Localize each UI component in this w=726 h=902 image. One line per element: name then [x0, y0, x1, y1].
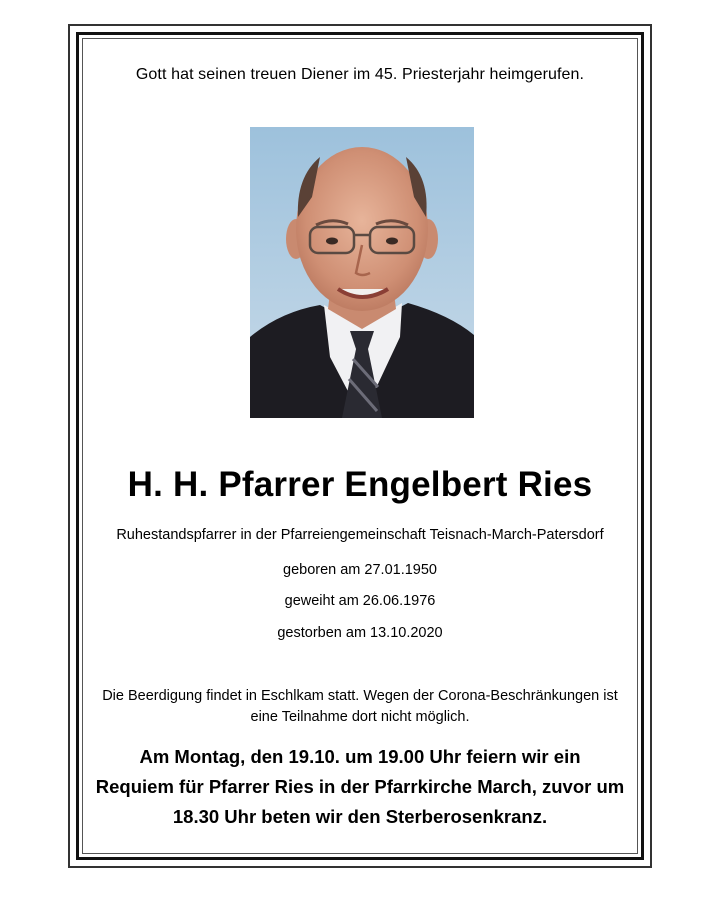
- role-line: Ruhestandspfarrer in der Pfarreiengemeinschaft Teisnach-March-Patersdorf: [116, 527, 604, 543]
- intro-line: Gott hat seinen treuen Diener im 45. Priesterjahr heimgerufen.: [135, 66, 585, 83]
- deceased-name: H. H. Pfarrer Engelbert Ries: [127, 465, 593, 504]
- death-date: gestorben am 13.10.2020: [277, 625, 443, 641]
- funeral-notice: [82, 686, 638, 728]
- birth-date: geboren am 27.01.1950: [283, 562, 437, 578]
- funeral-notice-line-1: Die Beerdigung findet in Eschlkam statt. Wegen der Corona-Beschränkungen ist: [102, 688, 618, 704]
- funeral-notice-line-2: eine Teilnahme dort nicht möglich.: [250, 709, 470, 725]
- requiem-line-1: Am Montag, den 19.10. um 19.00 Uhr feiern wir ein: [139, 746, 581, 767]
- requiem-line-2: Requiem für Pfarrer Ries in der Pfarrkirche March, zuvor um: [95, 776, 625, 797]
- requiem-announcement: [82, 742, 638, 832]
- portrait-illustration: [250, 127, 474, 418]
- portrait-photo: [250, 127, 474, 418]
- ordination-date: geweiht am 26.06.1976: [284, 593, 436, 609]
- requiem-line-3: 18.30 Uhr beten wir den Sterberosenkranz.: [172, 806, 548, 827]
